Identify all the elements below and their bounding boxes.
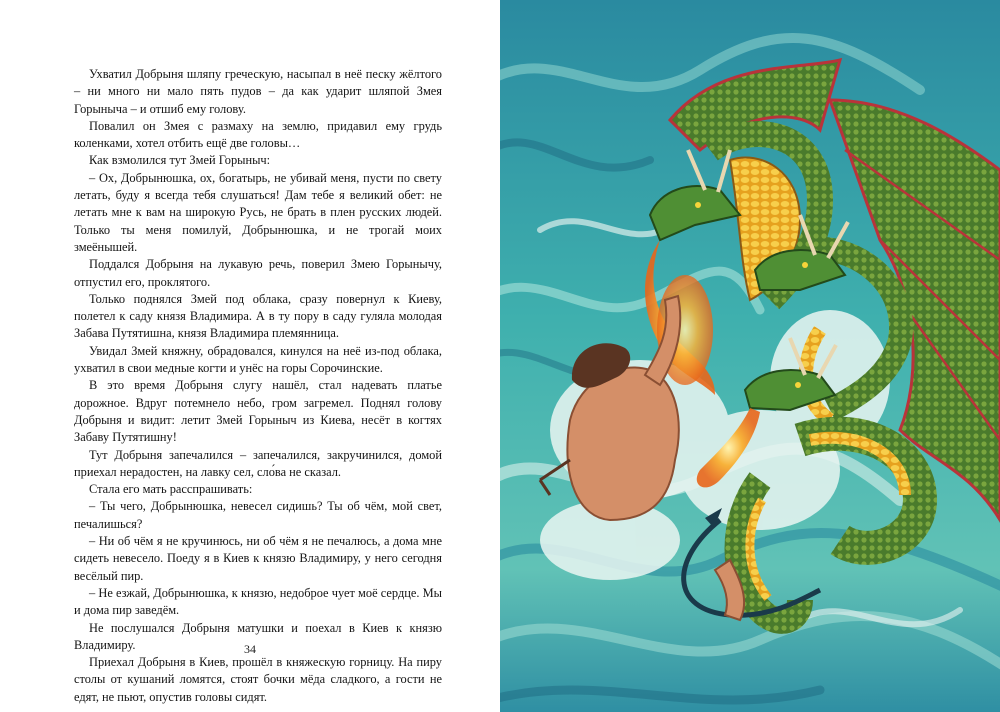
paragraph: В это время Добрыня слугу нашёл, стал надевать платье дорожное. Вдруг потемнело небо, гром загремел. Поднял голову Добрыня и видит: летит Змей Горыныч из Киева, несёт в когтях Забаву Путятишну!	[74, 378, 442, 445]
paragraph: Увидал Змей княжну, обрадовался, кинулся на неё из-под облака, ухватил в свои медные когти и унёс на горы Сорочинские.	[74, 343, 442, 376]
paragraph: – Ты чего, Добрынюшка, невесел сидишь? Ты об чём, мой свет, печалишься?	[74, 499, 442, 531]
paragraph: – Ох, Добрынюшка, ох, богатырь, не убивай меня, пусти по свету летать, буду я всегда тебя слушаться! Дам тебе я великий обет: не летать мне к вам на широкую Русь, не брать в плен русских людей. Только ты меня помилуй, Добрынюшка, и не трогай моих змеёнышей.	[74, 170, 442, 254]
page-number: 34	[244, 642, 256, 656]
paragraph: Поддался Добрыня на лукавую речь, поверил Змею Горынычу, отпустил его, проклятого.	[74, 257, 442, 289]
paragraph: Тут Добрыня запечалился – запечалился, закручинился, домой приехал нерадостен, на лавку сел, сло́ва не сказал.	[74, 447, 442, 479]
paragraph: Приехал Добрыня в Киев, прошёл в княжескую горницу. На пиру столы от кушаний ломятся, стоят бочки мёда сладкого, а гости не едят, не пьют, опустив головы сидят.	[74, 655, 442, 704]
paragraph: – Не езжай, Добрынюшка, к князю, недоброе чует моё сердце. Мы и дома пир заведём.	[74, 585, 442, 618]
paragraph: Только поднялся Змей под облака, сразу повернул к Киеву, полетел к саду князя Владимира. А в ту пору в саду гуляла молодая Забава Путятишна, князя Владимира племянница.	[74, 291, 442, 341]
paragraph: Не послушался Добрыня матушки и поехал в Киев к князю Владимиру.	[74, 620, 442, 652]
paragraph: Как взмолился тут Змей Горыныч:	[89, 153, 271, 168]
paragraph: – Ни об чём я не кручинюсь, ни об чём я не печалюсь, а дома мне сидеть невесело. Поеду я в Киев к князю Владимиру, у него сегодня весёлый пир.	[74, 534, 442, 583]
paragraph: Ухватил Добрыня шляпу греческую, насыпал в неё песку жёлтого – ни много ни мало пять пудов – да как ударит шляпой Змея Горыныча – и отшиб ему голову.	[74, 67, 442, 116]
paragraph: Повалил он Змея с размаху на землю, придавил ему грудь коленками, хотел отбить ещё две головы…	[74, 118, 442, 151]
story-text	[74, 66, 442, 706]
paragraph: Стала его мать расспрашивать:	[89, 482, 253, 497]
illustration-page	[500, 0, 1000, 712]
dragon-battle-illustration	[500, 0, 1000, 712]
